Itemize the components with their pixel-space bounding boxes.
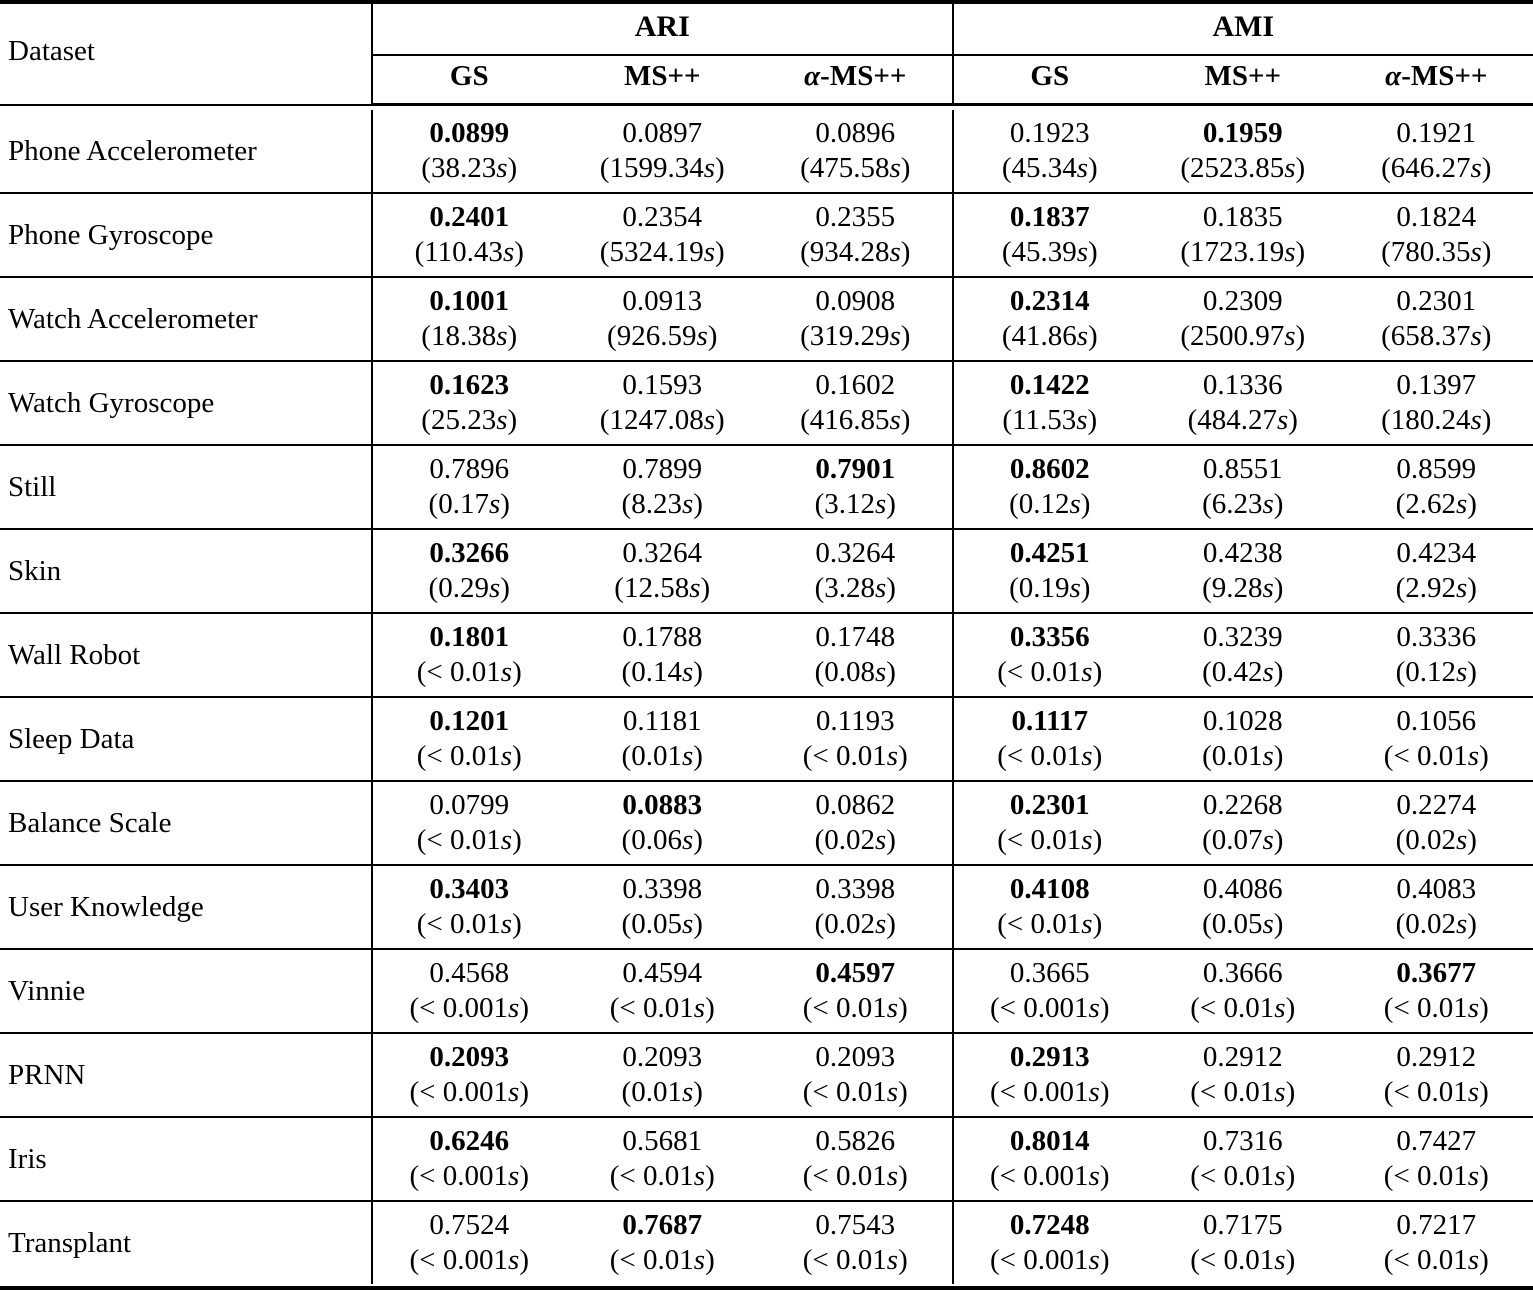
cell-4-5 [1340, 445, 1533, 529]
cell-metric: 0.4594 [622, 957, 703, 990]
table-row [0, 193, 1533, 277]
cell-metric: 0.1824 [1396, 201, 1477, 234]
cell-runtime: (0.07s) [1202, 823, 1284, 856]
cell-metric: 0.3336 [1396, 621, 1477, 654]
row-label-sleep-data: Sleep Data [0, 697, 372, 781]
cell-5-1 [566, 529, 760, 613]
cell-11-0 [372, 1033, 566, 1117]
cell-metric: 0.4238 [1202, 537, 1283, 570]
cell-runtime: (0.01s) [1202, 739, 1284, 772]
cell-runtime: (< 0.01s) [1383, 1159, 1489, 1192]
cell-0-3 [953, 110, 1147, 193]
cell-9-2 [759, 865, 953, 949]
cell-metric: 0.2093 [815, 1041, 896, 1074]
table-row [0, 110, 1533, 193]
cell-metric: 0.2912 [1396, 1041, 1477, 1074]
cell-metric: 0.4108 [1009, 873, 1090, 906]
cell-4-1 [566, 445, 760, 529]
cell-runtime: (2.62s) [1395, 487, 1477, 520]
cell-2-3 [953, 277, 1147, 361]
cell-runtime: (< 0.001s) [990, 1243, 1110, 1276]
cell-runtime: (< 0.01s) [997, 655, 1103, 688]
cell-metric: 0.4597 [815, 957, 896, 990]
cell-runtime: (< 0.01s) [1383, 739, 1489, 772]
cell-11-3 [953, 1033, 1147, 1117]
cell-metric: 0.1623 [429, 369, 510, 402]
cell-5-0 [372, 529, 566, 613]
cell-metric: 0.7896 [429, 453, 510, 486]
row-label-user-knowledge: User Knowledge [0, 865, 372, 949]
cell-runtime: (< 0.01s) [802, 739, 908, 772]
cell-metric: 0.1748 [815, 621, 896, 654]
cell-runtime: (< 0.01s) [1383, 1075, 1489, 1108]
cell-runtime: (< 0.01s) [609, 1243, 715, 1276]
cell-metric: 0.7427 [1396, 1125, 1477, 1158]
cell-runtime: (2500.97s) [1180, 319, 1306, 352]
row-header-label: Dataset [0, 2, 372, 105]
cell-5-2 [759, 529, 953, 613]
cell-4-2 [759, 445, 953, 529]
cell-runtime: (< 0.01s) [1190, 1159, 1296, 1192]
cell-metric: 0.1422 [1009, 369, 1090, 402]
cell-1-1 [566, 193, 760, 277]
cell-6-0 [372, 613, 566, 697]
cell-metric: 0.0883 [622, 789, 703, 822]
cell-runtime: (1723.19s) [1180, 235, 1306, 268]
cell-metric: 0.3398 [622, 873, 703, 906]
cell-2-2 [759, 277, 953, 361]
col-header-ari-msplus: MS++ [566, 55, 760, 105]
cell-metric: 0.3356 [1009, 621, 1090, 654]
cell-runtime: (0.12s) [1395, 655, 1477, 688]
cell-9-1 [566, 865, 760, 949]
row-label-phone-accelerometer: Phone Accelerometer [0, 110, 372, 193]
cell-metric: 0.1835 [1202, 201, 1283, 234]
cell-metric: 0.4083 [1396, 873, 1477, 906]
cell-runtime: (< 0.01s) [1190, 991, 1296, 1024]
cell-3-5 [1340, 361, 1533, 445]
cell-runtime: (3.12s) [814, 487, 896, 520]
cell-runtime: (0.02s) [814, 823, 896, 856]
row-label-phone-gyroscope: Phone Gyroscope [0, 193, 372, 277]
cell-metric: 0.2401 [429, 201, 510, 234]
cell-metric: 0.7524 [429, 1209, 510, 1242]
cell-13-1 [566, 1201, 760, 1284]
cell-8-1 [566, 781, 760, 865]
cell-metric: 0.1001 [429, 285, 510, 318]
cell-runtime: (25.23s) [421, 403, 518, 436]
cell-9-0 [372, 865, 566, 949]
cell-13-4 [1146, 1201, 1340, 1284]
cell-4-0 [372, 445, 566, 529]
cell-11-5 [1340, 1033, 1533, 1117]
cell-metric: 0.4086 [1202, 873, 1283, 906]
cell-metric: 0.1959 [1202, 117, 1283, 150]
cell-metric: 0.5681 [622, 1125, 703, 1158]
cell-runtime: (0.01s) [621, 1075, 703, 1108]
cell-11-2 [759, 1033, 953, 1117]
cell-runtime: (0.14s) [621, 655, 703, 688]
table-row [0, 697, 1533, 781]
cell-runtime: (0.02s) [1395, 907, 1477, 940]
cell-runtime: (38.23s) [421, 151, 518, 184]
cell-metric: 0.1397 [1396, 369, 1477, 402]
cell-12-4 [1146, 1117, 1340, 1201]
cell-8-5 [1340, 781, 1533, 865]
cell-metric: 0.1201 [429, 705, 510, 738]
cell-metric: 0.1921 [1396, 117, 1477, 150]
cell-metric: 0.7899 [622, 453, 703, 486]
cell-runtime: (< 0.01s) [609, 1159, 715, 1192]
cell-runtime: (2523.85s) [1180, 151, 1306, 184]
cell-12-5 [1340, 1117, 1533, 1201]
cell-runtime: (< 0.01s) [997, 739, 1103, 772]
cell-4-4 [1146, 445, 1340, 529]
cell-runtime: (484.27s) [1187, 403, 1298, 436]
cell-1-5 [1340, 193, 1533, 277]
cell-runtime: (1599.34s) [599, 151, 725, 184]
cell-metric: 0.3266 [429, 537, 510, 570]
col-header-ami-msplus: MS++ [1146, 55, 1340, 105]
cell-2-1 [566, 277, 760, 361]
cell-11-4 [1146, 1033, 1340, 1117]
cell-3-4 [1146, 361, 1340, 445]
cell-runtime: (0.12s) [1009, 487, 1091, 520]
cell-metric: 0.6246 [429, 1125, 510, 1158]
table-row [0, 613, 1533, 697]
table-row [0, 529, 1533, 613]
cell-metric: 0.7543 [815, 1209, 896, 1242]
cell-metric: 0.0897 [622, 117, 703, 150]
cell-metric: 0.1181 [622, 705, 702, 738]
cell-metric: 0.2912 [1202, 1041, 1283, 1074]
cell-runtime: (12.58s) [614, 571, 711, 604]
cell-metric: 0.1788 [622, 621, 703, 654]
cell-8-4 [1146, 781, 1340, 865]
cell-metric: 0.3666 [1202, 957, 1283, 990]
row-label-watch-accelerometer: Watch Accelerometer [0, 277, 372, 361]
table-row [0, 949, 1533, 1033]
cell-metric: 0.4568 [429, 957, 510, 990]
cell-metric: 0.2355 [815, 201, 896, 234]
cell-runtime: (18.38s) [421, 319, 518, 352]
cell-metric: 0.3239 [1202, 621, 1283, 654]
cell-runtime: (5324.19s) [599, 235, 725, 268]
cell-12-0 [372, 1117, 566, 1201]
cell-metric: 0.2913 [1009, 1041, 1090, 1074]
cell-7-3 [953, 697, 1147, 781]
cell-runtime: (319.29s) [800, 319, 911, 352]
cell-runtime: (< 0.01s) [1190, 1243, 1296, 1276]
cell-metric: 0.8551 [1202, 453, 1283, 486]
cell-7-2 [759, 697, 953, 781]
cell-runtime: (475.58s) [800, 151, 911, 184]
cell-metric: 0.4234 [1396, 537, 1477, 570]
table-row [0, 865, 1533, 949]
cell-10-2 [759, 949, 953, 1033]
cell-runtime: (0.02s) [1395, 823, 1477, 856]
cell-metric: 0.1837 [1009, 201, 1090, 234]
cell-metric: 0.3403 [429, 873, 510, 906]
cell-metric: 0.1923 [1009, 117, 1090, 150]
cell-runtime: (< 0.01s) [416, 739, 522, 772]
cell-2-4 [1146, 277, 1340, 361]
col-header-ami-gs: GS [953, 55, 1147, 105]
cell-metric: 0.5826 [815, 1125, 896, 1158]
cell-metric: 0.7248 [1009, 1209, 1090, 1242]
cell-runtime: (0.17s) [428, 487, 510, 520]
table-row [0, 1117, 1533, 1201]
cell-metric: 0.3264 [815, 537, 896, 570]
cell-runtime: (< 0.001s) [990, 1075, 1110, 1108]
cell-runtime: (416.85s) [800, 403, 911, 436]
cell-runtime: (8.23s) [621, 487, 703, 520]
cell-10-0 [372, 949, 566, 1033]
cell-runtime: (< 0.01s) [1383, 1243, 1489, 1276]
cell-runtime: (< 0.01s) [1383, 991, 1489, 1024]
row-label-skin: Skin [0, 529, 372, 613]
cell-runtime: (0.29s) [428, 571, 510, 604]
cell-metric: 0.3398 [815, 873, 896, 906]
cell-runtime: (< 0.01s) [802, 1075, 908, 1108]
cell-runtime: (0.19s) [1009, 571, 1091, 604]
cell-6-1 [566, 613, 760, 697]
cell-runtime: (0.05s) [1202, 907, 1284, 940]
cell-0-5 [1340, 110, 1533, 193]
cell-metric: 0.0862 [815, 789, 896, 822]
row-label-watch-gyroscope: Watch Gyroscope [0, 361, 372, 445]
cell-metric: 0.3264 [622, 537, 703, 570]
cell-12-3 [953, 1117, 1147, 1201]
table-row [0, 781, 1533, 865]
cell-runtime: (< 0.01s) [416, 655, 522, 688]
cell-metric: 0.7316 [1202, 1125, 1283, 1158]
table-row [0, 445, 1533, 529]
cell-7-1 [566, 697, 760, 781]
cell-runtime: (1247.08s) [599, 403, 725, 436]
cell-runtime: (780.35s) [1381, 235, 1492, 268]
cell-metric: 0.0799 [429, 789, 510, 822]
cell-runtime: (6.23s) [1202, 487, 1284, 520]
cell-3-1 [566, 361, 760, 445]
cell-runtime: (0.05s) [621, 907, 703, 940]
cell-metric: 0.1336 [1202, 369, 1283, 402]
cell-metric: 0.1056 [1396, 705, 1477, 738]
cell-metric: 0.2309 [1202, 285, 1283, 318]
cell-13-5 [1340, 1201, 1533, 1284]
cell-runtime: (45.39s) [1001, 235, 1098, 268]
cell-6-4 [1146, 613, 1340, 697]
cell-runtime: (< 0.001s) [409, 1159, 529, 1192]
cell-metric: 0.8602 [1009, 453, 1090, 486]
cell-3-0 [372, 361, 566, 445]
cell-runtime: (646.27s) [1381, 151, 1492, 184]
cell-metric: 0.2354 [622, 201, 703, 234]
cell-11-1 [566, 1033, 760, 1117]
cell-13-2 [759, 1201, 953, 1284]
cell-runtime: (45.34s) [1001, 151, 1098, 184]
cell-13-3 [953, 1201, 1147, 1284]
cell-runtime: (11.53s) [1002, 403, 1098, 436]
group-header-ami: AMI [953, 2, 1533, 55]
cell-10-1 [566, 949, 760, 1033]
cell-10-3 [953, 949, 1147, 1033]
cell-runtime: (0.08s) [814, 655, 896, 688]
cell-12-2 [759, 1117, 953, 1201]
table-head [0, 2, 1533, 110]
cell-runtime: (< 0.001s) [990, 1159, 1110, 1192]
cell-4-3 [953, 445, 1147, 529]
cell-metric: 0.1602 [815, 369, 896, 402]
cell-metric: 0.7217 [1396, 1209, 1477, 1242]
cell-1-3 [953, 193, 1147, 277]
cell-10-5 [1340, 949, 1533, 1033]
cell-7-5 [1340, 697, 1533, 781]
cell-9-4 [1146, 865, 1340, 949]
cell-metric: 0.2268 [1202, 789, 1283, 822]
cell-metric: 0.1193 [815, 705, 895, 738]
cell-runtime: (< 0.01s) [997, 907, 1103, 940]
cell-8-0 [372, 781, 566, 865]
cell-5-3 [953, 529, 1147, 613]
cell-0-2 [759, 110, 953, 193]
cell-runtime: (0.42s) [1202, 655, 1284, 688]
row-label-transplant: Transplant [8, 1226, 131, 1259]
alpha-symbol: α [804, 60, 821, 92]
table-body [0, 110, 1533, 1284]
cell-runtime: (2.92s) [1395, 571, 1477, 604]
cell-runtime: (< 0.01s) [609, 991, 715, 1024]
table-row [0, 361, 1533, 445]
row-label-wall-robot: Wall Robot [0, 613, 372, 697]
cell-runtime: (< 0.01s) [802, 1159, 908, 1192]
cell-metric: 0.2301 [1009, 789, 1090, 822]
cell-runtime: (< 0.001s) [409, 991, 529, 1024]
cell-runtime: (0.01s) [621, 739, 703, 772]
cell-metric: 0.1117 [1011, 705, 1089, 738]
cell-metric: 0.8599 [1396, 453, 1477, 486]
cell-13-0 [372, 1201, 566, 1284]
cell-runtime: (< 0.01s) [802, 1243, 908, 1276]
cell-metric: 0.4251 [1009, 537, 1090, 570]
cell-metric: 0.2301 [1396, 285, 1477, 318]
cell-runtime: (3.28s) [814, 571, 896, 604]
cell-7-0 [372, 697, 566, 781]
cell-metric: 0.7175 [1202, 1209, 1283, 1242]
cell-runtime: (658.37s) [1381, 319, 1492, 352]
row-label-vinnie: Vinnie [0, 949, 372, 1033]
cell-metric: 0.2093 [429, 1041, 510, 1074]
cell-metric: 0.3665 [1009, 957, 1090, 990]
cell-0-0 [372, 110, 566, 193]
cell-1-0 [372, 193, 566, 277]
cell-runtime: (0.06s) [621, 823, 703, 856]
cell-runtime: (926.59s) [607, 319, 718, 352]
cell-5-5 [1340, 529, 1533, 613]
cell-5-4 [1146, 529, 1340, 613]
cell-runtime: (9.28s) [1202, 571, 1284, 604]
cell-metric: 0.1028 [1202, 705, 1283, 738]
cell-metric: 0.0899 [429, 117, 510, 150]
cell-0-4 [1146, 110, 1340, 193]
cell-runtime: (< 0.01s) [416, 823, 522, 856]
cell-runtime: (< 0.01s) [416, 907, 522, 940]
cell-metric: 0.1801 [429, 621, 510, 654]
table-row [0, 277, 1533, 361]
cell-metric: 0.3677 [1396, 957, 1477, 990]
row-label-balance-scale: Balance Scale [0, 781, 372, 865]
cell-metric: 0.2093 [622, 1041, 703, 1074]
row-label-iris: Iris [0, 1117, 372, 1201]
cell-metric: 0.0896 [815, 117, 896, 150]
alpha-symbol: α [1385, 60, 1402, 92]
cell-2-0 [372, 277, 566, 361]
col-header-ami-alpha-msplus: α-MS++ [1340, 55, 1533, 105]
bottom-rule [0, 1286, 1533, 1290]
cell-runtime: (934.28s) [800, 235, 911, 268]
cell-6-3 [953, 613, 1147, 697]
cell-runtime: (110.43s) [414, 235, 524, 268]
cell-runtime: (180.24s) [1381, 403, 1492, 436]
cell-9-3 [953, 865, 1147, 949]
col-header-ari-alpha-msplus: α-MS++ [759, 55, 953, 105]
cell-7-4 [1146, 697, 1340, 781]
cell-2-5 [1340, 277, 1533, 361]
cell-runtime: (< 0.01s) [1190, 1075, 1296, 1108]
cell-metric: 0.2314 [1009, 285, 1090, 318]
cell-metric: 0.7901 [815, 453, 896, 486]
cell-8-3 [953, 781, 1147, 865]
cell-runtime: (< 0.001s) [409, 1075, 529, 1108]
table-row [0, 1201, 1533, 1284]
cell-metric: 0.0913 [622, 285, 703, 318]
group-header-row [0, 2, 1533, 55]
row-label-prnn: PRNN [0, 1033, 372, 1117]
cell-runtime: (< 0.01s) [997, 823, 1103, 856]
cell-9-5 [1340, 865, 1533, 949]
cell-1-4 [1146, 193, 1340, 277]
cell-3-3 [953, 361, 1147, 445]
cell-10-4 [1146, 949, 1340, 1033]
cell-runtime: (< 0.001s) [990, 991, 1110, 1024]
cell-metric: 0.8014 [1009, 1125, 1090, 1158]
cell-metric: 0.0908 [815, 285, 896, 318]
cell-12-1 [566, 1117, 760, 1201]
cell-6-5 [1340, 613, 1533, 697]
row-label-still: Still [0, 445, 372, 529]
cell-1-2 [759, 193, 953, 277]
cell-metric: 0.1593 [622, 369, 703, 402]
cell-runtime: (0.02s) [814, 907, 896, 940]
group-header-ari: ARI [372, 2, 953, 55]
col-header-ari-gs: GS [372, 55, 566, 105]
cell-runtime: (< 0.01s) [802, 991, 908, 1024]
cell-3-2 [759, 361, 953, 445]
cell-8-2 [759, 781, 953, 865]
cell-runtime: (< 0.001s) [409, 1243, 529, 1276]
cell-6-2 [759, 613, 953, 697]
cell-metric: 0.2274 [1396, 789, 1477, 822]
cell-metric: 0.7687 [622, 1209, 703, 1242]
table-row [0, 1033, 1533, 1117]
cell-0-1 [566, 110, 760, 193]
cell-runtime: (41.86s) [1001, 319, 1098, 352]
